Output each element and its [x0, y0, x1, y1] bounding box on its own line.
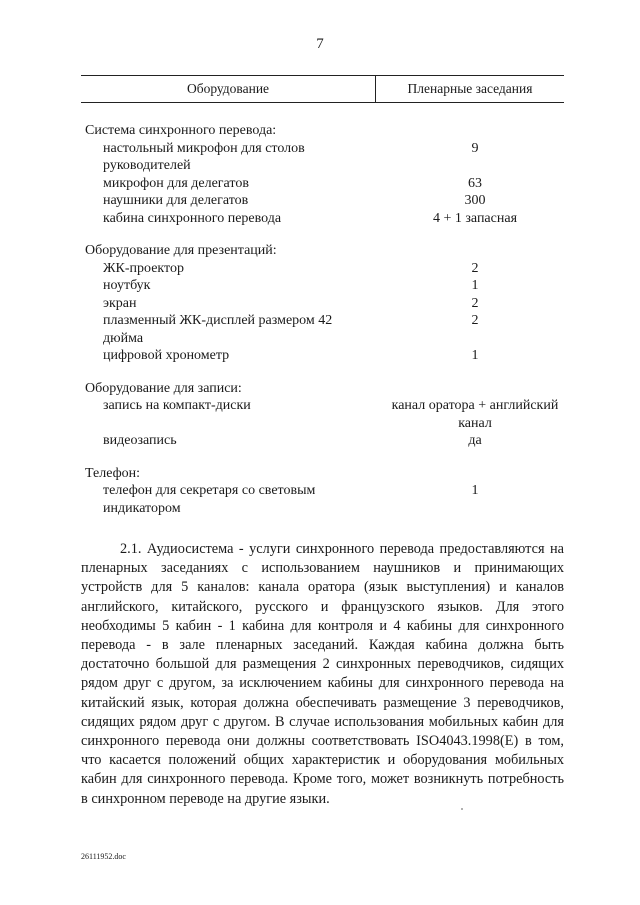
equipment-row	[0, 260, 640, 278]
table-header	[81, 75, 564, 103]
page-number: 7	[316, 36, 324, 52]
equipment-row	[0, 210, 640, 228]
equipment-name: ноутбук	[103, 278, 151, 293]
equipment-row	[0, 347, 640, 365]
equipment-quantity: 1	[471, 483, 479, 498]
equipment-name: запись на компакт-диски	[103, 398, 251, 413]
equipment-name: видеозапись	[103, 433, 177, 448]
equipment-quantity: да	[468, 433, 482, 448]
equipment-row	[0, 140, 640, 175]
equipment-quantity: 4 + 1 запасная	[432, 210, 518, 226]
equipment-row	[0, 277, 640, 295]
equipment-quantity: 2	[471, 260, 479, 276]
header-equipment: Оборудование	[186, 81, 270, 96]
section-title: Телефон:	[85, 465, 141, 481]
equipment-quantity: 1	[471, 348, 479, 363]
section-title: Оборудование для презентаций:	[85, 243, 277, 258]
header-plenary-sessions: Пленарные заседания	[407, 81, 533, 96]
equipment-name: настольный микрофон для столов руководителей	[103, 140, 305, 173]
header-bottom-rule	[81, 102, 564, 103]
equipment-name: телефон для секретаря со световым индикатором	[103, 483, 316, 516]
equipment-section	[0, 122, 640, 227]
equipment-quantity: 2	[471, 313, 479, 328]
equipment-quantity: 2	[471, 295, 479, 311]
equipment-list	[0, 122, 640, 532]
equipment-name: микрофон для делегатов	[103, 175, 249, 191]
equipment-name: ЖК-проектор	[103, 260, 184, 276]
equipment-quantity: 63	[468, 175, 482, 191]
scan-speck	[461, 808, 463, 810]
equipment-section	[0, 380, 640, 450]
equipment-name: наушники для делегатов	[103, 193, 249, 208]
equipment-row	[0, 295, 640, 313]
header-top-rule	[81, 75, 564, 76]
equipment-quantity: 300	[464, 193, 486, 208]
section-title: Оборудование для записи:	[85, 380, 242, 396]
equipment-name: плазменный ЖК-дисплей размером 42 дюйма	[103, 313, 333, 346]
equipment-row	[0, 312, 640, 347]
equipment-quantity: канал оратора + английский канал	[391, 398, 559, 431]
equipment-section	[0, 242, 640, 365]
section-title: Система синхронного перевода:	[85, 123, 277, 138]
equipment-quantity: 9	[471, 140, 479, 156]
equipment-row	[0, 482, 640, 517]
equipment-section	[0, 465, 640, 518]
equipment-name: кабина синхронного перевода	[103, 210, 282, 226]
body-paragraph: 2.1. Аудиосистема - услуги синхронного перевода предоставляются на пленарных заседаниях с использованием наушников и принимающих устройств для 5 каналов: канала оратора (язык выступления) и каналов английского, китайского, русского и французского языков. Для этого необходимы 5 кабин - 1 кабина для контроля и 4 кабины для синхронного перевода - в зале пленарных заседаний. Каждая кабина должна быть достаточно большой для размещения 2 синхронных переводчиков, сидящих рядом друг с другом, за исключением кабины для синхронного перевода на китайский язык, которая должна обеспечивать размещение 3 переводчиков, сидящих рядом друг с другом. В случае использования мобильных кабин для синхронного перевода они должны соответствовать ISO4043.1998(E) в том, что касается положений общих характеристик и оборудования мобильных кабин для синхронного перевода. Кроме того, может возникнуть потребность в синхронном переводе на другие языки.	[81, 541, 564, 807]
equipment-name: цифровой хронометр	[103, 348, 230, 363]
equipment-name: экран	[103, 295, 137, 311]
equipment-quantity: 1	[471, 278, 479, 293]
equipment-row	[0, 397, 640, 432]
equipment-row	[0, 192, 640, 210]
equipment-row	[0, 175, 640, 193]
document-reference: 26111952.doc	[81, 852, 126, 861]
equipment-row	[0, 432, 640, 450]
